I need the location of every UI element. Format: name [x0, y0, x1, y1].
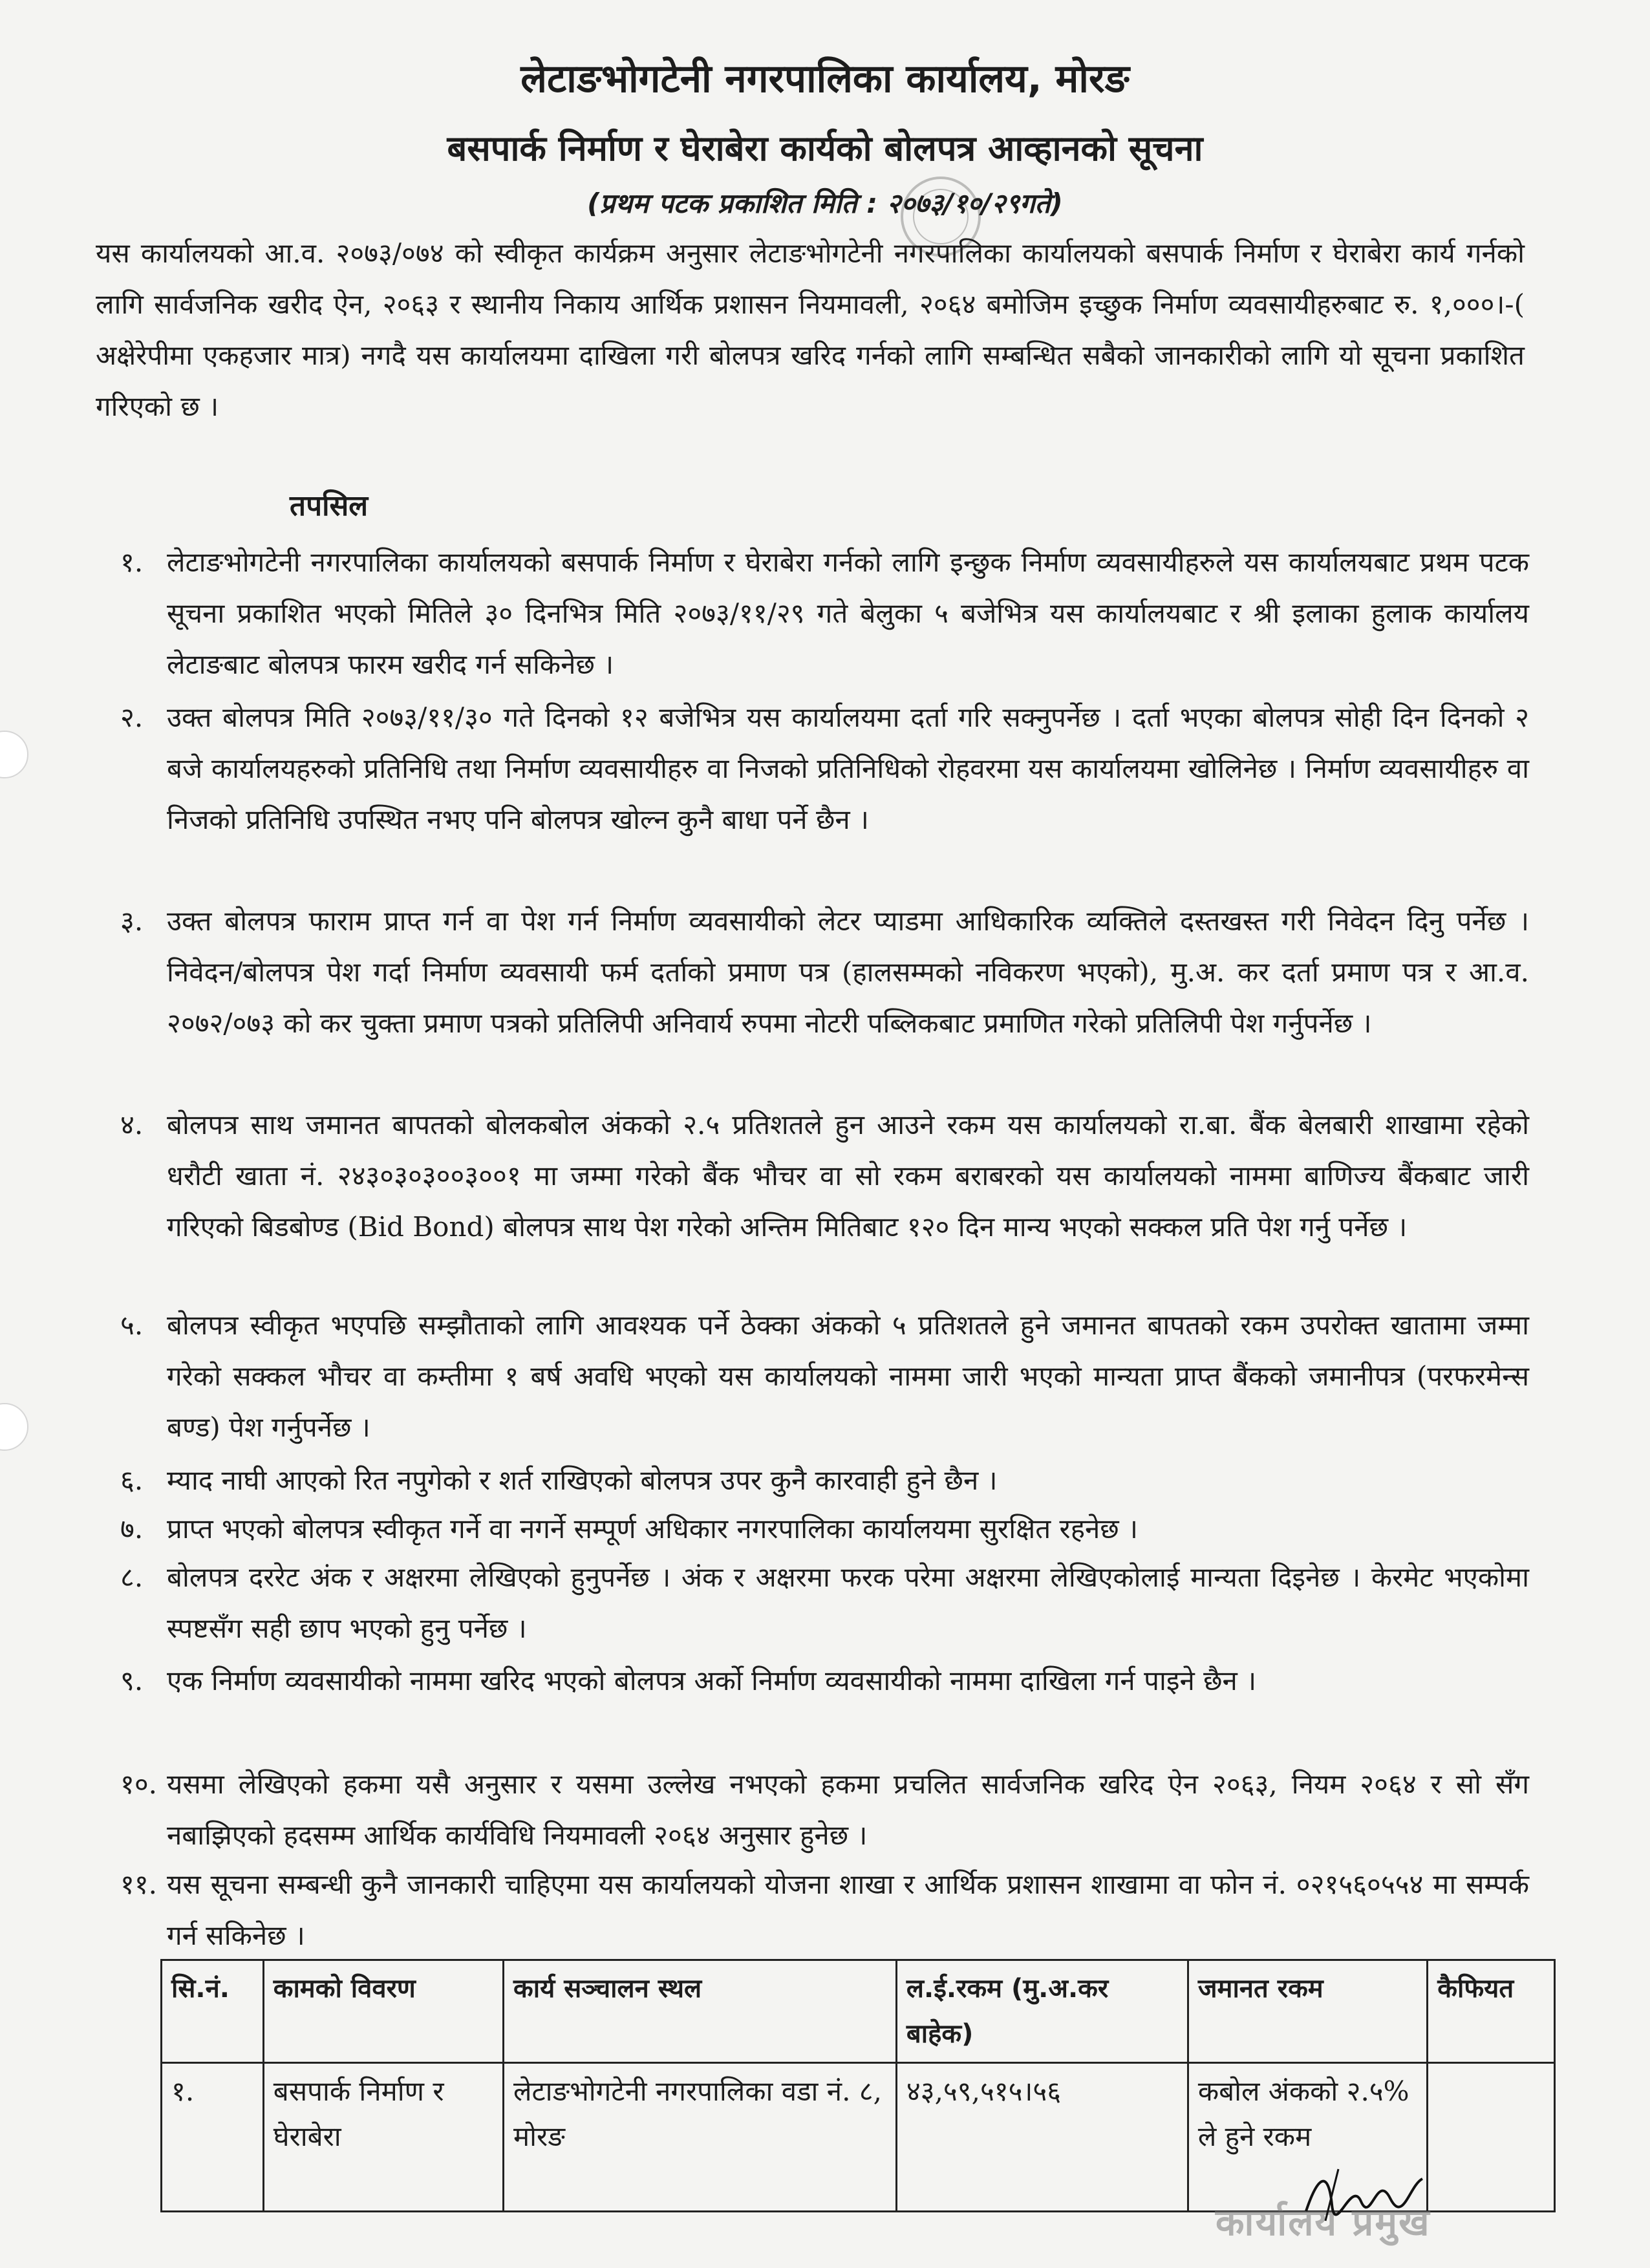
office-name: लेटाङभोगटेनी नगरपालिका कार्यालय, मोरङ [520, 56, 1130, 102]
item-number: ९. [120, 1665, 144, 1696]
item-number: १. [120, 546, 144, 578]
item-number: ८. [120, 1561, 144, 1593]
list-item [120, 1099, 1529, 1252]
item-number: २. [120, 701, 144, 733]
item-text: यसमा लेखिएको हकमा यसै अनुसार र यसमा उल्लेख नभएको हकमा प्रचलित सार्वजनिक खरिद ऐन २०६३, नियम २०६४ र सो सँग नबाझिएको हदसम्म आर्थिक कार्यविधि नियमावली २०६४ अनुसार हुनेछ । [167, 1768, 1529, 1851]
list-item [120, 1455, 1529, 1506]
list-item [120, 1859, 1529, 1961]
list-item [120, 1300, 1529, 1453]
item-number: ७. [120, 1513, 144, 1545]
list-item [120, 1655, 1529, 1706]
item-text: बोलपत्र स्वीकृत भएपछि सम्झौताको लागि आवश्यक पर्ने ठेक्का अंकको ५ प्रतिशतले हुने जमानत बापतको रकम उपरोक्त खातामा जम्मा गरेको सक्कल भौचर वा कम्तीमा १ बर्ष अवधि भएको यस कार्यालयको नाममा जारी भएको मान्यता प्राप्त बैंकको जमानीपत्र (परफरमेन्स बण्ड) पेश गर्नुपर्नेछ । [167, 1309, 1529, 1443]
header-remarks: कैफियत [1428, 1960, 1555, 2063]
list-item [120, 1503, 1529, 1554]
header-cost-estimate: ल.ई.रकम (मु.अ.कर बाहेक) [896, 1960, 1188, 2063]
table-header-row [162, 1960, 1555, 2063]
list-item [120, 692, 1529, 845]
signature-icon [1300, 2159, 1429, 2231]
publication-date: (प्रथम पटक प्रकाशित मिति : २०७३/१०/२९गते) [587, 187, 1063, 219]
item-number: ४. [120, 1109, 144, 1140]
item-text: यस सूचना सम्बन्धी कुनै जानकारी चाहिएमा यस कार्यालयको योजना शाखा र आर्थिक प्रशासन शाखामा वा फोन नं. ०२१५६०५५४ मा सम्पर्क गर्न सकिनेछ । [167, 1868, 1529, 1951]
item-number: ५. [120, 1309, 144, 1341]
header-work-description: कामको विवरण [263, 1960, 503, 2063]
list-item [120, 537, 1529, 690]
header-security-amount: जमानत रकम [1188, 1960, 1427, 2063]
details-heading: तपसिल [290, 489, 369, 522]
cell-serial: १. [162, 2063, 264, 2212]
cell-work-location: लेटाङभोगटेनी नगरपालिका वडा नं. ८, मोरङ [503, 2063, 896, 2212]
item-text: उक्त बोलपत्र फाराम प्राप्त गर्न वा पेश गर्न निर्माण व्यवसायीको लेटर प्याडमा आधिकारिक व्यक्तिले दस्तखस्त गरी निवेदन दिनु पर्नेछ । निवेदन/बोलपत्र पेश गर्दा निर्माण व्यवसायी फर्म दर्ताको प्रमाण पत्र (हालसम्मको नविकरण भएको), मु.अ. कर दर्ता प्रमाण पत्र र आ.व. २०७२/०७३ को कर चुक्ता प्रमाण पत्रको प्रतिलिपी अनिवार्य रुपमा नोटरी पब्लिकबाट प्रमाणित गरेको प्रतिलिपी पेश गर्नुपर्नेछ । [167, 905, 1529, 1039]
item-text: प्राप्त भएको बोलपत्र स्वीकृत गर्ने वा नगर्ने सम्पूर्ण अधिकार नगरपालिका कार्यालयमा सुरक्षित रहनेछ । [167, 1513, 1139, 1545]
item-text: एक निर्माण व्यवसायीको नाममा खरिद भएको बोलपत्र अर्को निर्माण व्यवसायीको नाममा दाखिला गर्न पाइने छैन । [167, 1665, 1257, 1696]
cell-security-amount: कबोल अंकको २.५% ले हुने रकम [1188, 2063, 1427, 2212]
item-number: १०. [120, 1768, 158, 1800]
item-text: उक्त बोलपत्र मिति २०७३/११/३० गते दिनको १२ बजेभित्र यस कार्यालयमा दर्ता गरि सक्नुपर्नेछ । दर्ता भएका बोलपत्र सोही दिन दिनको २ बजे कार्यालयहरुको प्रतिनिधि तथा निर्माण व्यवसायीहरु वा निजको प्रतिनिधिको रोहवरमा यस कार्यालयमा खोलिनेछ । निर्माण व्यवसायीहरु वा निजको प्रतिनिधि उपस्थित नभए पनि बोलपत्र खोल्न कुनै बाधा पर्ने छैन । [167, 701, 1529, 835]
item-text: लेटाङभोगटेनी नगरपालिका कार्यालयको बसपार्क निर्माण र घेराबेरा गर्नको लागि इन्छुक निर्माण व्यवसायीहरुले यस कार्यालयबाट प्रथम पटक सूचना प्रकाशित भएको मितिले ३० दिनभित्र मिति २०७३/११/२९ गते बेलुका ५ बजेभित्र यस कार्यालयबाट र श्री इलाका हुलाक कार्यालय लेटाङबाट बोलपत्र फारम खरीद गर्न सकिनेछ । [167, 546, 1529, 680]
cell-work-description: बसपार्क निर्माण र घेराबेरा [263, 2063, 503, 2212]
item-number: ११. [120, 1868, 158, 1900]
item-number: ६. [120, 1464, 144, 1496]
item-number: ३. [120, 905, 144, 937]
item-text: बोलपत्र साथ जमानत बापतको बोलकबोल अंकको २.५ प्रतिशतले हुन आउने रकम यस कार्यालयको रा.बा. बैंक बेलबारी शाखामा रहेको धरौटी खाता नं. २४३०३०३००३००१ मा जम्मा गरेको बैंक भौचर वा सो रकम बराबरको यस कार्यालयको नाममा बाणिज्य बैंकबाट जारी गरिएको बिडबोण्ड (Bid Bond) बोलपत्र साथ पेश गरेको अन्तिम मितिबाट १२० दिन मान्य भएको सक्कल प्रति पेश गर्नु पर्नेछ । [167, 1109, 1529, 1243]
item-text: बोलपत्र दररेट अंक र अक्षरमा लेखिएको हुनुपर्नेछ । अंक र अक्षरमा फरक परेमा अक्षरमा लेखिएकोलाई मान्यता दिइनेछ । केरमेट भएकोमा स्पष्टसँग सही छाप भएको हुनु पर्नेछ । [167, 1561, 1529, 1644]
header-serial: सि.नं. [162, 1960, 264, 2063]
stamp-text: कार्यालय प्रमुख [1216, 2200, 1431, 2244]
item-text: म्याद नाघी आएको रित नपुगेको र शर्त राखिएको बोलपत्र उपर कुनै कारवाही हुने छैन । [167, 1464, 998, 1496]
list-item [120, 895, 1529, 1049]
list-item [120, 1552, 1529, 1654]
header-work-location: कार्य सञ्चालन स्थल [503, 1960, 896, 2063]
notice-title: बसपार्क निर्माण र घेराबेरा कार्यको बोलपत्र आव्हानको सूचना [447, 128, 1203, 169]
intro-paragraph: यस कार्यालयको आ.व. २०७३/०७४ को स्वीकृत कार्यक्रम अनुसार लेटाङभोगटेनी नगरपालिका कार्यालयको बसपार्क निर्माण र घेराबेरा कार्य गर्नको लागि सार्वजनिक खरीद ऐन, २०६३ र स्थानीय निकाय आर्थिक प्रशासन नियमावली, २०६४ बमोजिम इच्छुक निर्माण व्यवसायीहरुबाट रु. १,०००।-( अक्षेरेपीमा एकहजार मात्र) नगदै यस कार्यालयमा दाखिला गरी बोलपत्र खरिद गर्नको लागि सम्बन्धित सबैको जानकारीको लागि यो सूचना प्रकाशित गरिएको छ । [96, 237, 1525, 422]
cell-cost-estimate: ४३,५९,५१५।५६ [896, 2063, 1188, 2212]
list-item [120, 1759, 1529, 1861]
